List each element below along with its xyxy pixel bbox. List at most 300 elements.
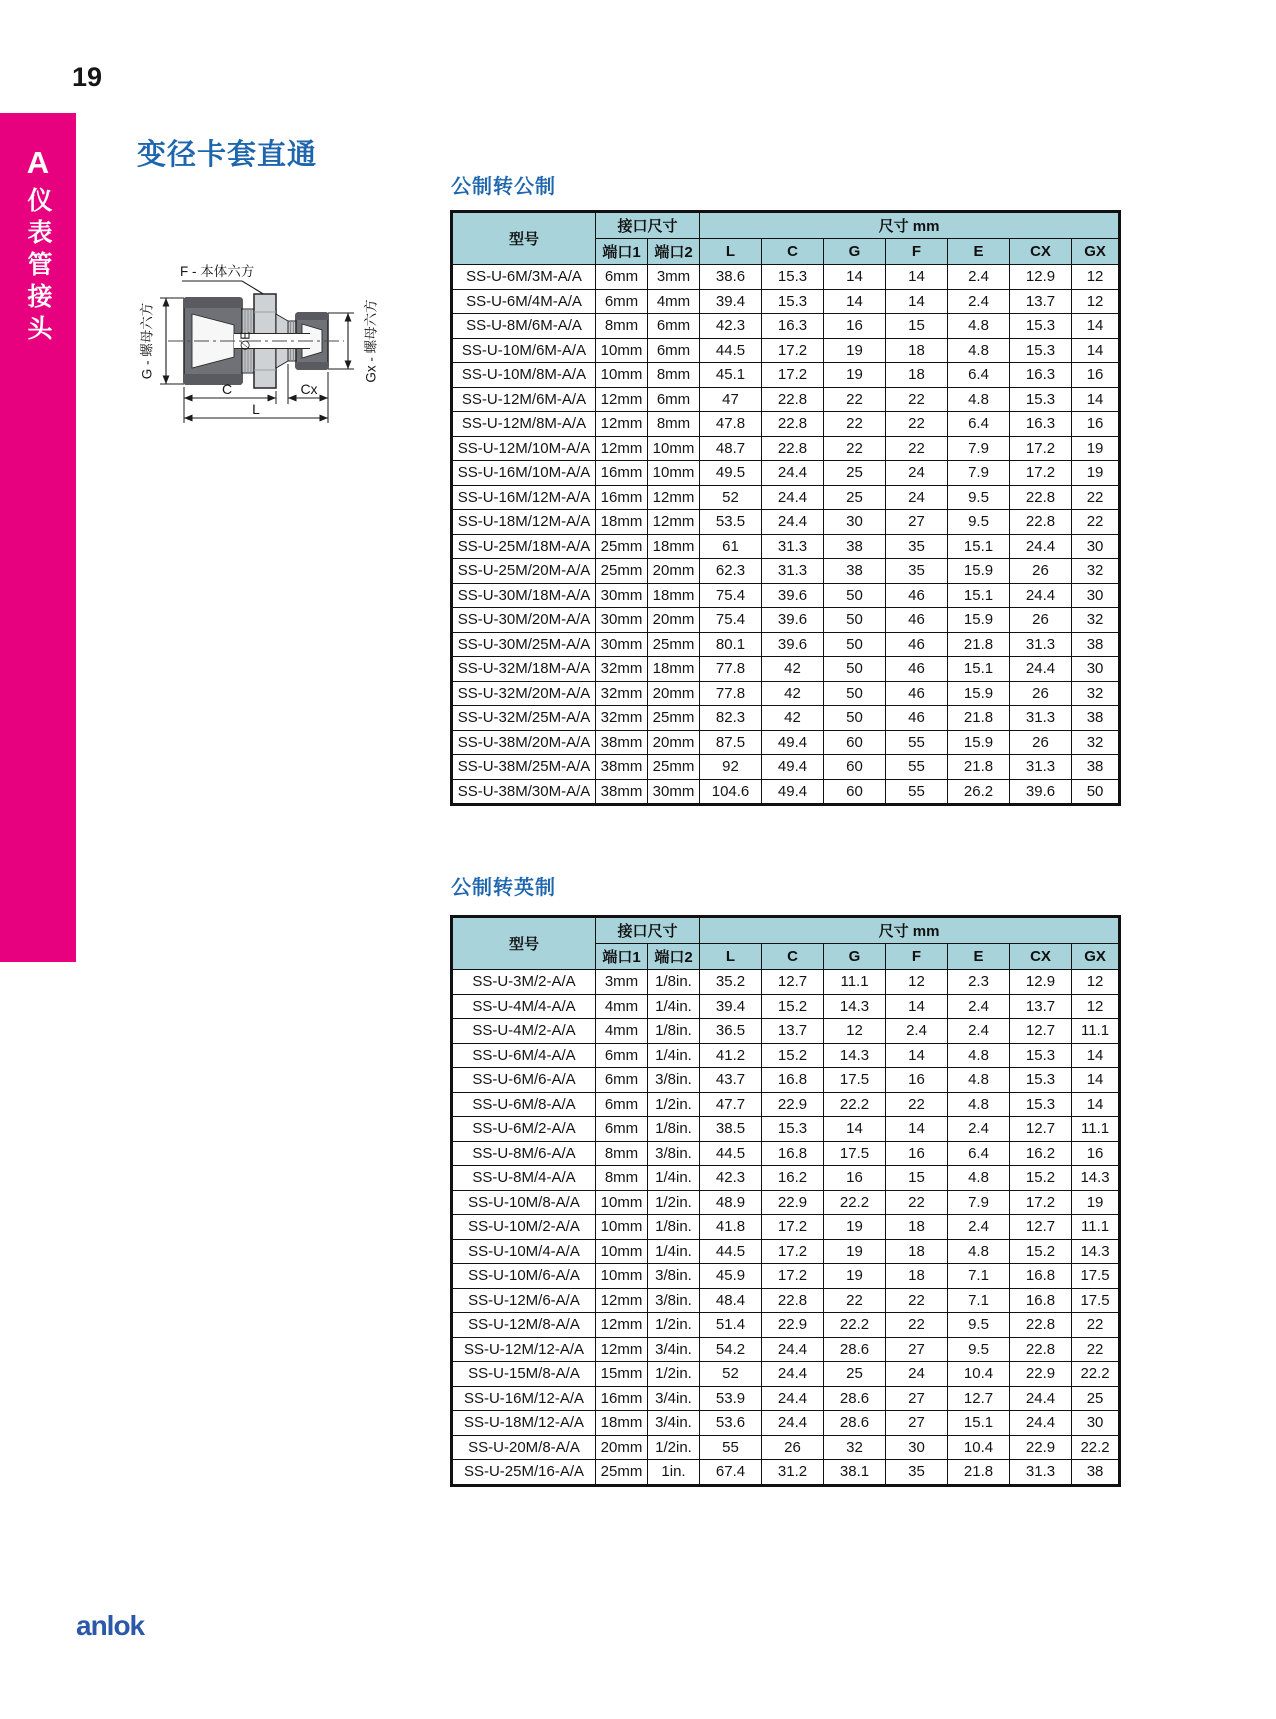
section-title-metric-to-imperial: 公制转英制 [451,877,556,899]
value-cell: 39.6 [762,632,824,657]
model-cell: SS-U-4M/4-A/A [452,994,596,1019]
value-cell: 6.4 [948,1141,1010,1166]
value-cell: 16mm [596,461,648,486]
model-cell: SS-U-30M/20M-A/A [452,608,596,633]
value-cell: 1/2in. [648,1362,700,1387]
model-cell: SS-U-12M/6M-A/A [452,387,596,412]
value-cell: 2.4 [948,265,1010,290]
value-cell: 22.2 [824,1092,886,1117]
value-cell: 31.3 [1010,755,1072,780]
model-cell: SS-U-6M/2-A/A [452,1117,596,1142]
col-header-F: F [886,239,948,265]
value-cell: 22.8 [1010,1337,1072,1362]
value-cell: 9.5 [948,510,1010,535]
value-cell: 15.1 [948,657,1010,682]
table-row [452,1215,1120,1240]
value-cell: 12.7 [1010,1117,1072,1142]
value-cell: 15.3 [762,265,824,290]
col-header-port2: 端口2 [648,239,700,265]
value-cell: 39.6 [762,583,824,608]
value-cell: 61 [700,534,762,559]
value-cell: 14.3 [824,1043,886,1068]
value-cell: 80.1 [700,632,762,657]
value-cell: 20mm [648,608,700,633]
value-cell: 7.1 [948,1288,1010,1313]
value-cell: 15.1 [948,534,1010,559]
table-row [452,314,1120,339]
value-cell: 15.2 [1010,1166,1072,1191]
value-cell: 8mm [596,1166,648,1191]
value-cell: 30 [824,510,886,535]
table-row [452,1288,1120,1313]
model-cell: SS-U-32M/20M-A/A [452,681,596,706]
value-cell: 3mm [596,970,648,995]
value-cell: 12.7 [1010,1215,1072,1240]
table-row [452,1435,1120,1460]
value-cell: 25mm [648,632,700,657]
value-cell: 30mm [596,632,648,657]
col-header-CX: CX [1010,944,1072,970]
value-cell: 12.9 [1010,970,1072,995]
value-cell: 19 [824,1239,886,1264]
value-cell: 26 [762,1435,824,1460]
table-row [452,1043,1120,1068]
value-cell: 1/2in. [648,1313,700,1338]
col-header-port1: 端口1 [596,944,648,970]
value-cell: 30mm [596,583,648,608]
value-cell: 9.5 [948,485,1010,510]
value-cell: 50 [824,583,886,608]
value-cell: 10mm [648,436,700,461]
value-cell: 14 [886,265,948,290]
value-cell: 16 [1072,1141,1120,1166]
value-cell: 14 [1072,1068,1120,1093]
value-cell: 6mm [596,265,648,290]
value-cell: 16.2 [762,1166,824,1191]
diagram-label-nut-hex-right: Gx - 螺母六方 [363,299,379,383]
value-cell: 11.1 [824,970,886,995]
value-cell: 49.4 [762,730,824,755]
value-cell: 31.3 [1010,1460,1072,1486]
value-cell: 77.8 [700,681,762,706]
value-cell: 39.6 [1010,779,1072,805]
value-cell: 17.2 [1010,461,1072,486]
diagram-label-bore: ∅E [238,331,253,351]
value-cell: 30 [1072,657,1120,682]
value-cell: 22.2 [1072,1435,1120,1460]
value-cell: 15.3 [1010,387,1072,412]
value-cell: 22 [886,387,948,412]
col-header-GX: GX [1072,239,1120,265]
value-cell: 12mm [648,510,700,535]
value-cell: 43.7 [700,1068,762,1093]
value-cell: 15.3 [762,1117,824,1142]
value-cell: 25 [824,485,886,510]
value-cell: 17.2 [762,363,824,388]
value-cell: 6.4 [948,363,1010,388]
value-cell: 32 [1072,730,1120,755]
value-cell: 55 [886,779,948,805]
value-cell: 46 [886,706,948,731]
value-cell: 75.4 [700,608,762,633]
value-cell: 22.9 [762,1092,824,1117]
value-cell: 14 [824,289,886,314]
value-cell: 38.5 [700,1117,762,1142]
value-cell: 38 [1072,706,1120,731]
value-cell: 15.9 [948,559,1010,584]
col-header-port1: 端口1 [596,239,648,265]
value-cell: 24.4 [762,1337,824,1362]
value-cell: 42 [762,706,824,731]
value-cell: 15 [886,314,948,339]
value-cell: 27 [886,1337,948,1362]
value-cell: 17.5 [824,1068,886,1093]
diagram-label-dim-l: L [252,401,260,417]
diagram-label-body-hex: F - 本体六方 [180,264,255,279]
value-cell: 22.8 [762,387,824,412]
col-header-C: C [762,944,824,970]
value-cell: 6mm [596,1068,648,1093]
value-cell: 39.4 [700,994,762,1019]
value-cell: 6mm [596,1043,648,1068]
brand-logo: anlok [76,1610,145,1641]
value-cell: 14 [1072,1092,1120,1117]
value-cell: 24 [886,1362,948,1387]
value-cell: 3/8in. [648,1264,700,1289]
value-cell: 1/4in. [648,1166,700,1191]
value-cell: 26.2 [948,779,1010,805]
value-cell: 53.9 [700,1386,762,1411]
value-cell: 60 [824,779,886,805]
table-row [452,1386,1120,1411]
value-cell: 26 [1010,681,1072,706]
value-cell: 35 [886,534,948,559]
value-cell: 42.3 [700,314,762,339]
value-cell: 51.4 [700,1313,762,1338]
value-cell: 8mm [596,1141,648,1166]
value-cell: 31.3 [1010,706,1072,731]
value-cell: 24.4 [762,1386,824,1411]
table-row [452,730,1120,755]
value-cell: 24.4 [762,510,824,535]
model-cell: SS-U-6M/3M-A/A [452,265,596,290]
value-cell: 20mm [648,730,700,755]
value-cell: 11.1 [1072,1215,1120,1240]
value-cell: 18mm [648,657,700,682]
value-cell: 16 [886,1068,948,1093]
value-cell: 14 [1072,1043,1120,1068]
value-cell: 9.5 [948,1313,1010,1338]
value-cell: 19 [824,363,886,388]
value-cell: 22.9 [1010,1362,1072,1387]
col-header-GX: GX [1072,944,1120,970]
value-cell: 32 [824,1435,886,1460]
value-cell: 8mm [596,314,648,339]
value-cell: 4.8 [948,1068,1010,1093]
model-cell: SS-U-30M/25M-A/A [452,632,596,657]
value-cell: 44.5 [700,338,762,363]
value-cell: 10mm [596,1264,648,1289]
diagram-label-dim-c: C [221,381,233,397]
model-cell: SS-U-4M/2-A/A [452,1019,596,1044]
value-cell: 2.4 [948,1019,1010,1044]
model-cell: SS-U-10M/6-A/A [452,1264,596,1289]
value-cell: 3/4in. [648,1411,700,1436]
value-cell: 12.7 [1010,1019,1072,1044]
value-cell: 22 [824,436,886,461]
value-cell: 22 [1072,510,1120,535]
value-cell: 15.9 [948,681,1010,706]
value-cell: 26 [1010,608,1072,633]
value-cell: 62.3 [700,559,762,584]
value-cell: 6mm [648,387,700,412]
value-cell: 46 [886,681,948,706]
value-cell: 25 [824,461,886,486]
value-cell: 10.4 [948,1362,1010,1387]
value-cell: 38 [1072,755,1120,780]
value-cell: 20mm [596,1435,648,1460]
col-group-port-size: 接口尺寸 [596,212,700,239]
diagram-label-nut-hex-left: G - 螺母六方 [139,302,155,380]
table-row [452,363,1120,388]
col-header-E: E [948,239,1010,265]
col-header-G: G [824,944,886,970]
value-cell: 46 [886,583,948,608]
value-cell: 4.8 [948,1092,1010,1117]
value-cell: 3/8in. [648,1288,700,1313]
table-row [452,338,1120,363]
value-cell: 4.8 [948,1239,1010,1264]
value-cell: 16.3 [1010,412,1072,437]
table-row [452,1166,1120,1191]
value-cell: 12mm [596,1288,648,1313]
value-cell: 27 [886,1411,948,1436]
value-cell: 92 [700,755,762,780]
value-cell: 104.6 [700,779,762,805]
value-cell: 19 [824,1215,886,1240]
value-cell: 27 [886,510,948,535]
value-cell: 12.9 [1010,265,1072,290]
value-cell: 42 [762,681,824,706]
value-cell: 17.5 [1072,1288,1120,1313]
value-cell: 52 [700,485,762,510]
value-cell: 22.9 [762,1190,824,1215]
value-cell: 30mm [648,779,700,805]
value-cell: 18 [886,1215,948,1240]
value-cell: 25mm [648,755,700,780]
value-cell: 22.8 [762,1288,824,1313]
value-cell: 48.7 [700,436,762,461]
value-cell: 4.8 [948,1043,1010,1068]
value-cell: 15.1 [948,1411,1010,1436]
value-cell: 28.6 [824,1411,886,1436]
table-row [452,755,1120,780]
value-cell: 25mm [648,706,700,731]
value-cell: 21.8 [948,755,1010,780]
col-header-L: L [700,944,762,970]
table-row [452,559,1120,584]
value-cell: 19 [1072,461,1120,486]
value-cell: 16.8 [762,1068,824,1093]
value-cell: 54.2 [700,1337,762,1362]
value-cell: 31.3 [762,559,824,584]
value-cell: 6.4 [948,412,1010,437]
value-cell: 39.4 [700,289,762,314]
value-cell: 17.2 [762,1264,824,1289]
model-cell: SS-U-10M/8M-A/A [452,363,596,388]
value-cell: 26 [1010,559,1072,584]
col-header-CX: CX [1010,239,1072,265]
value-cell: 38mm [596,779,648,805]
table-row [452,1190,1120,1215]
value-cell: 10mm [596,1190,648,1215]
value-cell: 6mm [648,338,700,363]
value-cell: 12mm [648,485,700,510]
value-cell: 22 [1072,1337,1120,1362]
value-cell: 18 [886,1264,948,1289]
value-cell: 17.2 [762,338,824,363]
value-cell: 7.1 [948,1264,1010,1289]
value-cell: 12 [1072,289,1120,314]
value-cell: 30 [1072,1411,1120,1436]
table-row [452,485,1120,510]
sidebar-section-letter: A [26,145,50,180]
value-cell: 38.6 [700,265,762,290]
value-cell: 13.7 [1010,289,1072,314]
sidebar-tab [0,113,76,962]
value-cell: 3/8in. [648,1141,700,1166]
value-cell: 18 [886,363,948,388]
value-cell: 41.2 [700,1043,762,1068]
fitting-diagram [122,246,432,481]
value-cell: 45.9 [700,1264,762,1289]
value-cell: 49.4 [762,779,824,805]
value-cell: 26 [1010,730,1072,755]
value-cell: 14.3 [1072,1166,1120,1191]
value-cell: 15.2 [1010,1239,1072,1264]
value-cell: 12.7 [948,1386,1010,1411]
table-row [452,1019,1120,1044]
model-cell: SS-U-12M/8M-A/A [452,412,596,437]
value-cell: 30mm [596,608,648,633]
value-cell: 50 [1072,779,1120,805]
value-cell: 47 [700,387,762,412]
value-cell: 19 [824,338,886,363]
value-cell: 22 [886,1092,948,1117]
value-cell: 22.2 [824,1190,886,1215]
model-cell: SS-U-25M/16-A/A [452,1460,596,1486]
value-cell: 11.1 [1072,1019,1120,1044]
model-cell: SS-U-25M/20M-A/A [452,559,596,584]
value-cell: 32mm [596,681,648,706]
table-row [452,994,1120,1019]
value-cell: 22 [824,387,886,412]
value-cell: 16 [824,1166,886,1191]
value-cell: 25mm [596,534,648,559]
value-cell: 21.8 [948,632,1010,657]
col-header-E: E [948,944,1010,970]
model-cell: SS-U-38M/20M-A/A [452,730,596,755]
value-cell: 15.1 [948,583,1010,608]
value-cell: 22 [824,1288,886,1313]
value-cell: 19 [1072,1190,1120,1215]
value-cell: 22 [886,436,948,461]
value-cell: 55 [886,755,948,780]
value-cell: 16.2 [1010,1141,1072,1166]
model-cell: SS-U-6M/4-A/A [452,1043,596,1068]
col-header-L: L [700,239,762,265]
value-cell: 12 [824,1019,886,1044]
value-cell: 24.4 [1010,1411,1072,1436]
value-cell: 22.9 [1010,1435,1072,1460]
value-cell: 12mm [596,436,648,461]
value-cell: 10mm [596,1215,648,1240]
table-row [452,657,1120,682]
table-row [452,1337,1120,1362]
value-cell: 10mm [648,461,700,486]
value-cell: 14 [1072,338,1120,363]
value-cell: 4mm [648,289,700,314]
value-cell: 12mm [596,1313,648,1338]
value-cell: 18mm [648,534,700,559]
value-cell: 7.9 [948,461,1010,486]
value-cell: 50 [824,657,886,682]
value-cell: 10mm [596,363,648,388]
table-row [452,1239,1120,1264]
value-cell: 15.3 [1010,1092,1072,1117]
value-cell: 15.3 [1010,1068,1072,1093]
value-cell: 2.3 [948,970,1010,995]
value-cell: 4.8 [948,314,1010,339]
table-row [452,706,1120,731]
value-cell: 38.1 [824,1460,886,1486]
model-cell: SS-U-6M/8-A/A [452,1092,596,1117]
value-cell: 75.4 [700,583,762,608]
value-cell: 15mm [596,1362,648,1387]
value-cell: 30 [1072,534,1120,559]
value-cell: 15 [886,1166,948,1191]
value-cell: 15.9 [948,730,1010,755]
value-cell: 14 [1072,387,1120,412]
model-cell: SS-U-3M/2-A/A [452,970,596,995]
value-cell: 38 [824,534,886,559]
value-cell: 24 [886,461,948,486]
table-row [452,583,1120,608]
value-cell: 48.4 [700,1288,762,1313]
value-cell: 50 [824,632,886,657]
value-cell: 55 [700,1435,762,1460]
value-cell: 18 [886,338,948,363]
value-cell: 20mm [648,681,700,706]
table-row [452,534,1120,559]
value-cell: 14 [824,1117,886,1142]
value-cell: 36.5 [700,1019,762,1044]
value-cell: 53.6 [700,1411,762,1436]
value-cell: 25 [824,1362,886,1387]
table-row [452,1068,1120,1093]
diagram-label-dim-cx: Cx [300,381,318,397]
value-cell: 12 [1072,970,1120,995]
value-cell: 4.8 [948,1166,1010,1191]
metric-to-metric-table [450,210,1121,806]
model-cell: SS-U-12M/6-A/A [452,1288,596,1313]
model-cell: SS-U-18M/12M-A/A [452,510,596,535]
value-cell: 32mm [596,706,648,731]
value-cell: 12.7 [762,970,824,995]
value-cell: 4mm [596,994,648,1019]
value-cell: 14 [886,994,948,1019]
value-cell: 53.5 [700,510,762,535]
